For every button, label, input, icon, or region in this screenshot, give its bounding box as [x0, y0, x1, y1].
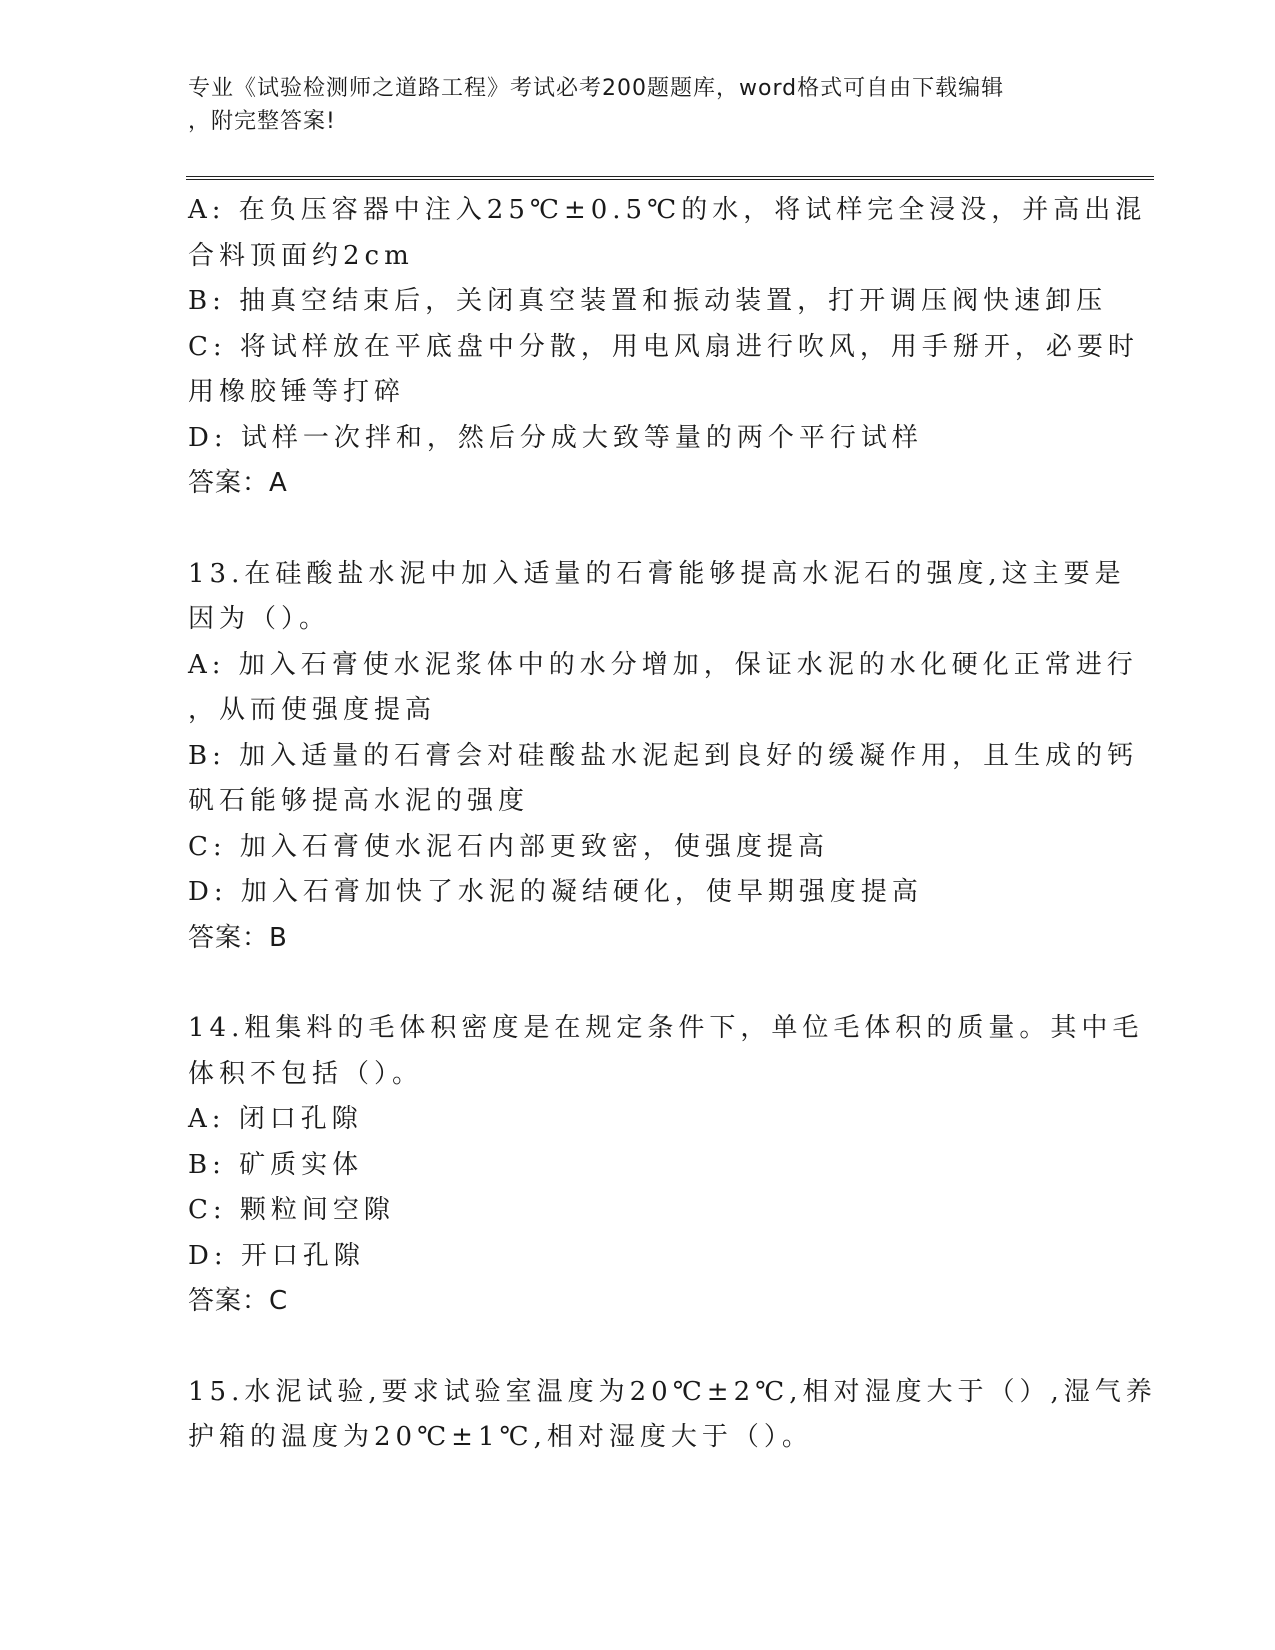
header-divider	[186, 176, 1154, 180]
question-stem-continued: 因为（）。	[188, 604, 331, 634]
option-d: D: 开口孔隙	[188, 1240, 365, 1271]
question-stem: 14.粗集料的毛体积密度是在规定条件下，单位毛体积的质量。其中毛	[188, 1013, 1144, 1043]
spacer	[188, 507, 1088, 552]
question-stem: 13.在硅酸盐水泥中加入适量的石膏能够提高水泥石的强度,这主要是	[188, 558, 1126, 589]
option-a-continued: ，从而使强度提高	[188, 695, 437, 725]
option-d: D: 加入石膏加快了水泥的凝结硬化，使早期强度提高	[188, 877, 923, 907]
option-c-continued: 用橡胶锤等打碎	[188, 377, 406, 407]
option-c: C: 加入石膏使水泥石内部更致密，使强度提高	[188, 831, 829, 862]
question-15	[188, 1370, 1157, 1461]
question-13	[188, 552, 1139, 962]
answer: 答案：C	[188, 1286, 289, 1316]
option-b-continued: 矾石能够提高水泥的强度	[188, 786, 530, 816]
question-12-options	[188, 188, 1147, 507]
header-line-2: ，附完整答案!	[188, 109, 336, 134]
question-stem: 15.水泥试验,要求试验室温度为20℃±2℃,相对湿度大于（）,湿气养	[188, 1376, 1157, 1407]
option-c: C: 将试样放在平底盘中分散，用电风扇进行吹风，用手掰开，必要时	[188, 331, 1139, 362]
question-stem-continued: 体积不包括（）。	[188, 1058, 424, 1089]
header-line-1: 专业《试验检测师之道路工程》考试必考200题题库，word格式可自由下载编辑	[188, 76, 1005, 101]
spacer	[188, 961, 1088, 1006]
option-a: A: 在负压容器中注入25℃±0.5℃的水，将试样完全浸没，并高出混	[188, 195, 1147, 225]
option-d: D: 试样一次拌和，然后分成大致等量的两个平行试样	[188, 422, 923, 453]
option-a: A: 加入石膏使水泥浆体中的水分增加，保证水泥的水化硬化正常进行	[188, 649, 1138, 680]
page-header	[188, 72, 1088, 138]
answer: 答案：B	[188, 922, 288, 953]
question-14	[188, 1006, 1144, 1325]
answer: 答案：A	[188, 468, 288, 498]
question-stem-continued: 护箱的温度为20℃±1℃,相对湿度大于（）。	[188, 1422, 813, 1452]
document-body	[188, 188, 1157, 1461]
option-b: B: 矿质实体	[188, 1149, 364, 1180]
option-a-continued: 合料顶面约2cm	[188, 240, 414, 271]
option-a: A: 闭口孔隙	[188, 1104, 363, 1134]
option-b: B: 抽真空结束后，关闭真空装置和振动装置，打开调压阀快速卸压	[188, 286, 1108, 316]
option-b: B: 加入适量的石膏会对硅酸盐水泥起到良好的缓凝作用，且生成的钙	[188, 740, 1139, 771]
spacer	[188, 1325, 1088, 1370]
option-c: C: 颗粒间空隙	[188, 1195, 395, 1225]
